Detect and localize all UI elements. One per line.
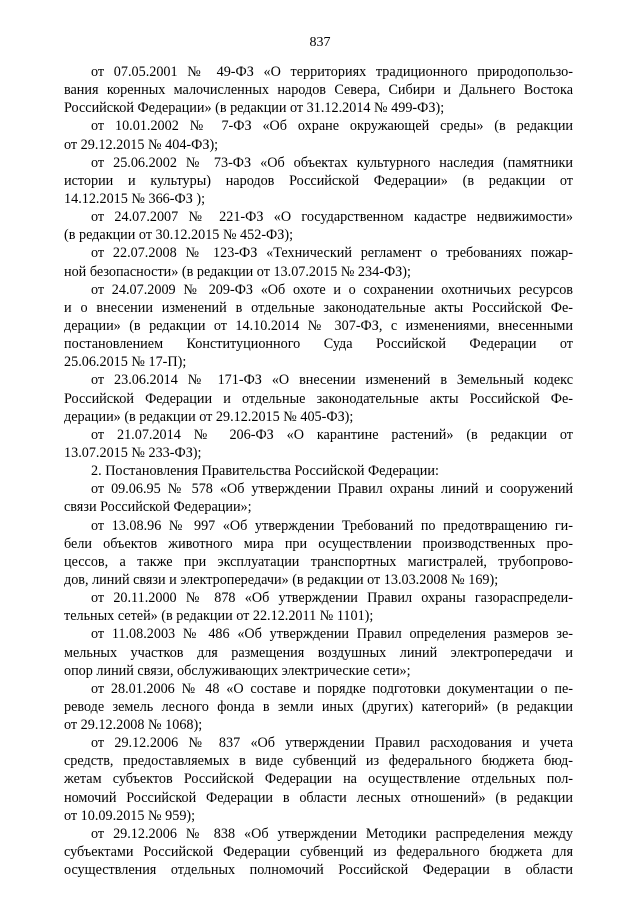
text-line: от 25.06.2002 № 73-ФЗ «Об объектах культурного наследия (памятники (91, 154, 573, 171)
text-line: Российской Федерации» (в редакции от 31.12.2014 № 499-ФЗ); (64, 100, 445, 117)
text-line: постановлением Конституционного Суда Российской Федерации от (64, 336, 573, 353)
text-line: дерации» (в редакции от 14.10.2014 № 307-ФЗ, с изменениями, внесенными (64, 317, 573, 334)
document-body (64, 63, 573, 879)
text-line: от 22.07.2008 № 123-ФЗ «Технический регламент о требованиях пожар- (91, 245, 573, 262)
text-line: от 13.08.96 № 997 «Об утверждении Требований по предотвращению ги- (91, 517, 573, 534)
text-line: от 21.07.2014 № 206-ФЗ «О карантине растений» (в редакции от (91, 426, 573, 443)
text-line: опор линий связи, обслуживающих электрические сети»; (64, 662, 411, 679)
text-line: мельных участков для размещения воздушных линий электропередачи и (64, 644, 573, 661)
text-line: от 10.01.2002 № 7-ФЗ «Об охране окружающей среды» (в редакции (91, 118, 573, 135)
text-line: от 09.06.95 № 578 «Об утверждении Правил охраны линий и сооружений (91, 481, 573, 498)
text-line: тельных сетей» (в редакции от 22.12.2011 № 1101); (64, 608, 374, 625)
text-line: от 29.12.2006 № 837 «Об утверждении Правил расходования и учета (91, 735, 573, 752)
text-line: 14.12.2015 № 366-ФЗ ); (64, 190, 206, 207)
text-line: субъектами Российской Федерации субвенций из федерального бюджета для (64, 844, 573, 861)
text-line: от 29.12.2015 № 404-ФЗ); (64, 136, 219, 153)
text-line: номочий Российской Федерации в области лесных отношений» (в редакции (64, 789, 573, 806)
text-line: вания коренных малочисленных народов Севера, Сибири и Дальнего Востока (64, 82, 573, 99)
text-line: бели объектов животного мира при осуществлении производственных про- (64, 535, 573, 552)
text-line: средств, предоставляемых в виде субвенций из федерального бюджета бюд- (64, 753, 573, 770)
text-line: и о внесении изменений в отдельные законодательные акты Российской Фе- (64, 299, 573, 316)
text-line: от 20.11.2000 № 878 «Об утверждении Правил охраны газораспредели- (91, 590, 573, 607)
text-line: от 23.06.2014 № 171-ФЗ «О внесении изменений в Земельный кодекс (91, 372, 573, 389)
text-line: от 29.12.2008 № 1068); (64, 717, 203, 734)
text-line: жетам субъектов Российской Федерации на осуществление отдельных пол- (64, 771, 573, 788)
text-line: дов, линий связи и электропередачи» (в редакции от 13.03.2008 № 169); (64, 571, 499, 588)
text-line: от 28.01.2006 № 48 «О составе и порядке подготовки документации о пе- (91, 680, 573, 697)
text-line: от 10.09.2015 № 959); (64, 807, 196, 824)
text-line: реводе земель лесного фонда в земли иных (других) категорий» (в редакции (64, 698, 573, 715)
text-line: осуществления отдельных полномочий Российской Федерации в области (64, 862, 573, 879)
text-line: связи Российской Федерации»; (64, 499, 252, 516)
page-number: 837 (309, 35, 331, 50)
text-line: от 24.07.2007 № 221-ФЗ «О государственном кадастре недвижимости» (91, 209, 573, 226)
text-line: ной безопасности» (в редакции от 13.07.2015 № 234-ФЗ); (64, 263, 411, 280)
text-line: 25.06.2015 № 17-П); (64, 354, 187, 371)
text-line: (в редакции от 30.12.2015 № 452-ФЗ); (64, 227, 294, 244)
text-line: от 07.05.2001 № 49-ФЗ «О территориях традиционного природопользо- (91, 64, 573, 80)
text-line: цессов, а также при эксплуатации транспортных магистралей, трубопрово- (64, 553, 573, 570)
text-line: 2. Постановления Правительства Российской Федерации: (91, 463, 439, 480)
text-line: истории и культуры) народов Российской Федерации» (в редакции от (64, 172, 573, 189)
text-line: 13.07.2015 № 233-ФЗ); (64, 444, 202, 461)
text-line: Российской Федерации и отдельные законодательные акты Российской Фе- (64, 390, 573, 407)
text-line: от 29.12.2006 № 838 «Об утверждении Методики распределения между (91, 825, 573, 842)
text-line: от 24.07.2009 № 209-ФЗ «Об охоте и о сохранении охотничьих ресурсов (91, 281, 573, 298)
text-line: от 11.08.2003 № 486 «Об утверждении Правил определения размеров зе- (91, 626, 573, 643)
text-line: дерации» (в редакции от 29.12.2015 № 405-ФЗ); (64, 408, 354, 425)
